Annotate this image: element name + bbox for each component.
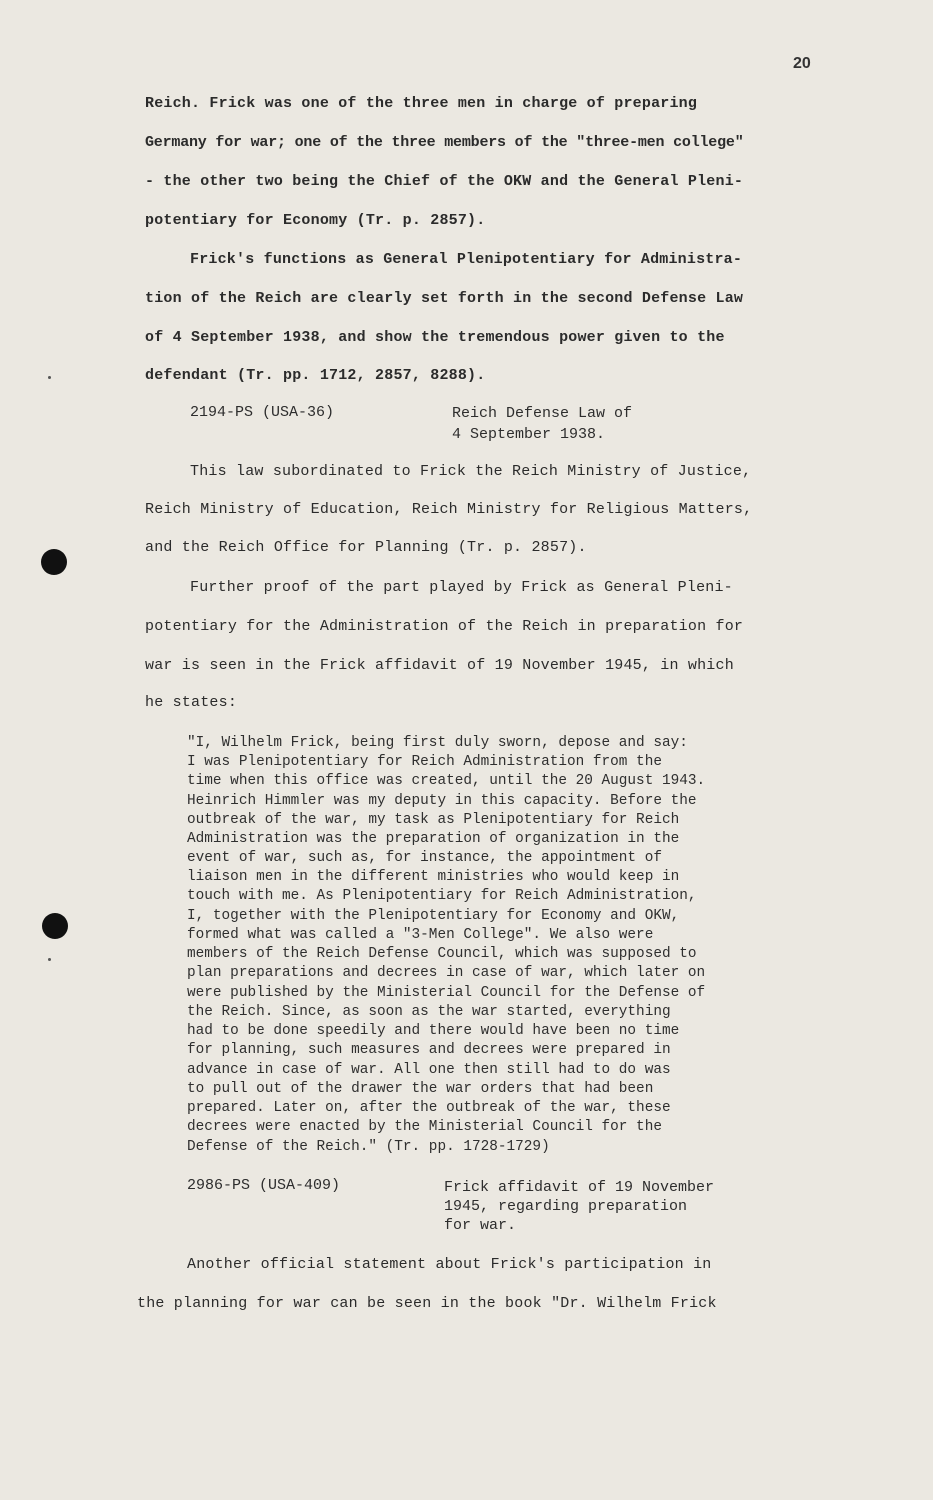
margin-mark [48,958,51,961]
quote-line: touch with me. As Plenipotentiary for Reich Administration, [187,888,697,904]
quote-line: for planning, such measures and decrees were prepared in [187,1042,671,1058]
quote-line: Administration was the preparation of organization in the [187,831,680,847]
exhibit-document-number: 2194-PS (USA-36) [190,404,335,421]
quote-line: prepared. Later on, after the outbreak of the war, these [187,1100,671,1116]
text-line: of 4 September 1938, and show the tremendous power given to the [145,329,725,346]
text-line: This law subordinated to Frick the Reich Ministry of Justice, [190,463,752,480]
text-line: tion of the Reich are clearly set forth in the second Defense Law [145,290,744,307]
quote-line: I, together with the Plenipotentiary for Economy and OKW, [187,908,680,924]
binder-hole-top [41,549,67,575]
text-line: Reich. Frick was one of the three men in charge of preparing [145,95,698,112]
quote-line: liaison men in the different ministries who would keep in [187,869,680,885]
text-line: war is seen in the Frick affidavit of 19 November 1945, in which [145,657,734,674]
text-line: - the other two being the Chief of the OKW and the General Pleni- [145,173,744,190]
quote-line: "I, Wilhelm Frick, being first duly sworn, depose and say: [187,735,688,751]
text-line: potentiary for the Administration of the Reich in preparation for [145,618,744,635]
text-line: and the Reich Office for Planning (Tr. p. 2857). [145,539,587,556]
exhibit-description-line: Frick affidavit of 19 November [444,1179,715,1196]
quote-line: were published by the Ministerial Council for the Defense of [187,985,706,1001]
exhibit-document-number: 2986-PS (USA-409) [187,1177,341,1194]
exhibit-description-line: Reich Defense Law of [452,405,633,422]
text-line: Germany for war; one of the three members of the "three-men college" [145,134,744,151]
quote-line: plan preparations and decrees in case of war, which later on [187,965,706,981]
quote-line: I was Plenipotentiary for Reich Administration from the [187,754,662,770]
quote-line: had to be done speedily and there would have been no time [187,1023,680,1039]
page-number: 20 [793,55,811,72]
quote-line: formed what was called a "3-Men College". We also were [187,927,654,943]
text-line: Reich Ministry of Education, Reich Ministry for Religious Matters, [145,501,753,518]
quote-line: outbreak of the war, my task as Plenipotentiary for Reich [187,812,680,828]
exhibit-description-line: 4 September 1938. [452,426,606,443]
quote-line: to pull out of the drawer the war orders that had been [187,1081,654,1097]
margin-mark [48,376,51,379]
text-line: defendant (Tr. pp. 1712, 2857, 8288). [145,367,486,384]
exhibit-description-line: 1945, regarding preparation [444,1198,688,1215]
quote-line: event of war, such as, for instance, the appointment of [187,850,662,866]
quote-line: members of the Reich Defense Council, which was supposed to [187,946,697,962]
text-line: the planning for war can be seen in the book "Dr. Wilhelm Frick [137,1295,717,1312]
text-line: Another official statement about Frick's participation in [187,1256,712,1273]
binder-hole-bottom [42,913,68,939]
quote-line: time when this office was created, until the 20 August 1943. [187,773,706,789]
quote-line: Heinrich Himmler was my deputy in this capacity. Before the [187,793,697,809]
quote-line: advance in case of war. All one then still had to do was [187,1062,671,1078]
text-line: Further proof of the part played by Frick as General Pleni- [190,579,733,596]
quote-line: Defense of the Reich." (Tr. pp. 1728-1729) [187,1139,550,1155]
text-line: potentiary for Economy (Tr. p. 2857). [145,212,486,229]
quote-line: the Reich. Since, as soon as the war started, everything [187,1004,671,1020]
exhibit-description-line: for war. [444,1217,517,1234]
text-line: Frick's functions as General Plenipotentiary for Administra- [190,251,743,268]
quote-line: decrees were enacted by the Ministerial Council for the [187,1119,662,1135]
text-line: he states: [145,694,238,711]
